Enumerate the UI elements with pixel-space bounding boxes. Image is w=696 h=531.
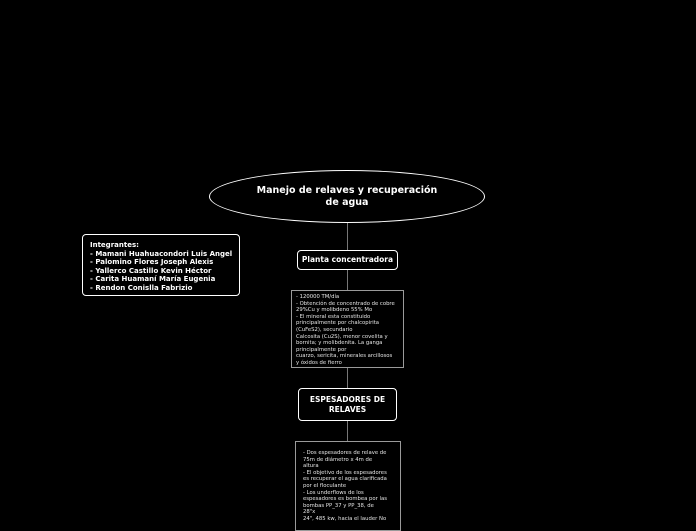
- notes-line: - El mineral esta constituido: [296, 313, 371, 320]
- notes-line: - 120000 TM/día: [296, 294, 340, 300]
- connector-planta-notes: [347, 270, 348, 290]
- integrante-name: - Yallerco Castillo Kevin Héctor: [90, 266, 212, 275]
- notes-line: - Dos espesadores de relave de: [303, 450, 387, 456]
- connector-root-planta: [347, 223, 348, 250]
- notes-line: - Los underflows de los: [303, 489, 364, 496]
- topic-espesadores-label: ESPESADORES DE RELAVES: [309, 394, 386, 414]
- notes-espesadores-de-relaves[interactable]: [295, 441, 401, 531]
- notes-line: por el floculante: [303, 482, 347, 489]
- integrante-name: - Mamani Huahuacondori Luis Angel: [90, 249, 233, 258]
- notes-line: es recuperar el agua clarificada: [303, 476, 387, 483]
- topic-planta-label: Planta concentradora: [301, 255, 394, 264]
- notes-line: y óxidos de fierro: [296, 359, 342, 366]
- integrantes-heading: Integrantes:: [90, 241, 139, 249]
- notes-line: cuarzo, sericita, minerales arcillosos: [296, 353, 393, 360]
- notes-line: principalmente por: [296, 346, 347, 353]
- notes-line: (CuFeS2), secundario: [296, 326, 353, 333]
- root-topic-title: Manejo de relaves y recuperación de agua: [256, 184, 438, 208]
- integrante-name: - Carita Huamaní María Eugenia: [90, 275, 216, 284]
- notes-line: 24", 485 kw, hacia el lauder No: [303, 515, 387, 522]
- integrante-name: - Palomino Flores Joseph Alexis: [90, 258, 214, 267]
- topic-espesadores-de-relaves[interactable]: [298, 388, 397, 421]
- notes-line: 75m de diámetro x 4m de: [303, 456, 373, 463]
- root-topic[interactable]: [209, 170, 485, 223]
- notes-line: principalmente por chalcopirita: [296, 320, 380, 327]
- notes-planta-concentradora[interactable]: [291, 290, 404, 368]
- connector-notes-espesadores: [347, 368, 348, 388]
- topic-planta-concentradora[interactable]: [297, 250, 398, 270]
- notes-line: espesadores es bombea por las: [303, 496, 387, 503]
- notes-line: Calcosita (Cu2S), menor covelita y: [296, 333, 388, 340]
- notes-line: bombas PP_37 y PP_38, de: [303, 502, 374, 509]
- notes-line: 29%Cu y molibdeno 55% Mo: [296, 307, 373, 314]
- notes-line: bornita; y molibdenita. La ganga: [296, 340, 383, 347]
- notes-line: 28"x: [303, 509, 316, 516]
- connector-espesadores-notes: [347, 421, 348, 441]
- notes-line: altura: [303, 463, 319, 470]
- notes-line: - El objetivo de los espesadores: [303, 469, 387, 476]
- integrante-name: - Rendon Conislla Fabrizio: [90, 283, 193, 292]
- floating-topic-integrantes[interactable]: [82, 234, 240, 296]
- notes-line: - Obtención de concentrado de cobre: [296, 300, 395, 307]
